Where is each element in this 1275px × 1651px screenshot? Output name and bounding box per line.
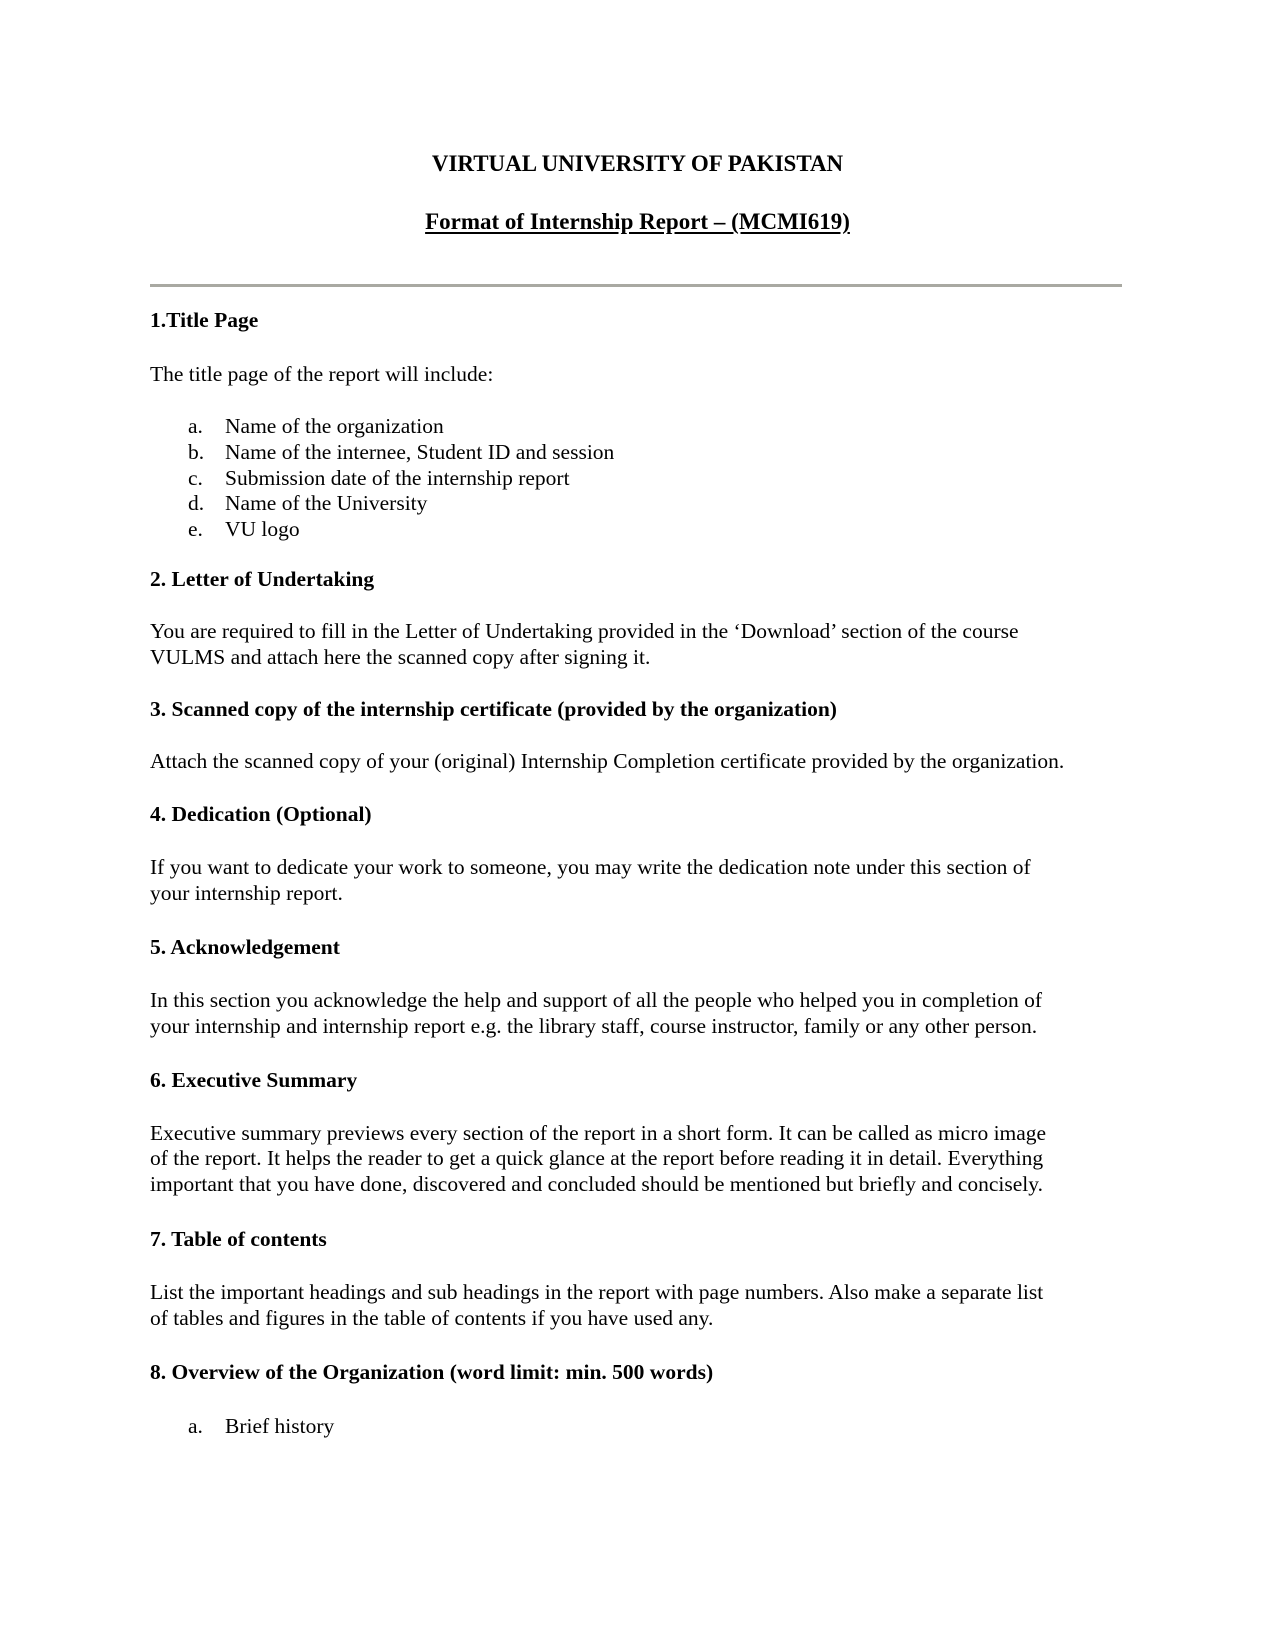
section-body-line: of the report. It helps the reader to get a quick glance at the report before reading it in detail. Everything	[150, 1146, 1044, 1170]
section-heading-executive-summary: 6. Executive Summary	[150, 1068, 358, 1092]
university-title: VIRTUAL UNIVERSITY OF PAKISTAN	[431, 151, 844, 176]
section-body-line: You are required to fill in the Letter of Undertaking provided in the ‘Download’ section of the course	[150, 619, 1019, 643]
list-marker: a.	[188, 1414, 203, 1438]
section-body-line: your internship report.	[150, 881, 343, 905]
section-body-line: your internship and internship report e.g. the library staff, course instructor, family or any other person.	[150, 1014, 1038, 1038]
section-body-line: Attach the scanned copy of your (original) Internship Completion certificate provided by the organization.	[150, 749, 1065, 773]
list-item-text: Submission date of the internship report	[225, 466, 570, 490]
list-marker: d.	[188, 491, 205, 515]
section-body-line: If you want to dedicate your work to someone, you may write the dedication note under this section of	[150, 855, 1031, 879]
section-body-line: VULMS and attach here the scanned copy after signing it.	[150, 645, 651, 669]
section-heading-dedication: 4. Dedication (Optional)	[150, 802, 372, 826]
report-format-title: Format of Internship Report – (MCMI619)	[425, 209, 850, 234]
list-item-text: VU logo	[225, 517, 300, 541]
section-heading-letter-of-undertaking: 2. Letter of Undertaking	[150, 567, 375, 591]
list-marker: e.	[188, 517, 203, 541]
horizontal-divider	[150, 284, 1122, 287]
section-body-line: In this section you acknowledge the help and support of all the people who helped you in completion of	[150, 988, 1043, 1012]
section-body-line: List the important headings and sub headings in the report with page numbers. Also make a separate list	[150, 1280, 1044, 1304]
list-marker: a.	[188, 414, 203, 438]
list-item-text: Name of the organization	[225, 414, 444, 438]
section-body-line: of tables and figures in the table of contents if you have used any.	[150, 1306, 714, 1330]
section-body-title-page: The title page of the report will include:	[150, 362, 494, 386]
list-marker: c.	[188, 466, 203, 490]
section-body-line: important that you have done, discovered and concluded should be mentioned but briefly and concisely.	[150, 1172, 1043, 1196]
section-heading-table-of-contents: 7. Table of contents	[150, 1227, 327, 1251]
section-heading-title-page: 1.Title Page	[150, 308, 259, 332]
list-item-text: Name of the internee, Student ID and session	[225, 440, 615, 464]
section-heading-acknowledgement: 5. Acknowledgement	[150, 935, 340, 959]
section-heading-internship-certificate: 3. Scanned copy of the internship certificate (provided by the organization)	[150, 697, 837, 721]
list-item-text: Brief history	[225, 1414, 335, 1438]
section-body-line: Executive summary previews every section of the report in a short form. It can be called as micro image	[150, 1121, 1047, 1145]
list-marker: b.	[188, 440, 205, 464]
list-item-text: Name of the University	[225, 491, 428, 515]
section-heading-overview-of-organization: 8. Overview of the Organization (word limit: min. 500 words)	[150, 1360, 714, 1384]
